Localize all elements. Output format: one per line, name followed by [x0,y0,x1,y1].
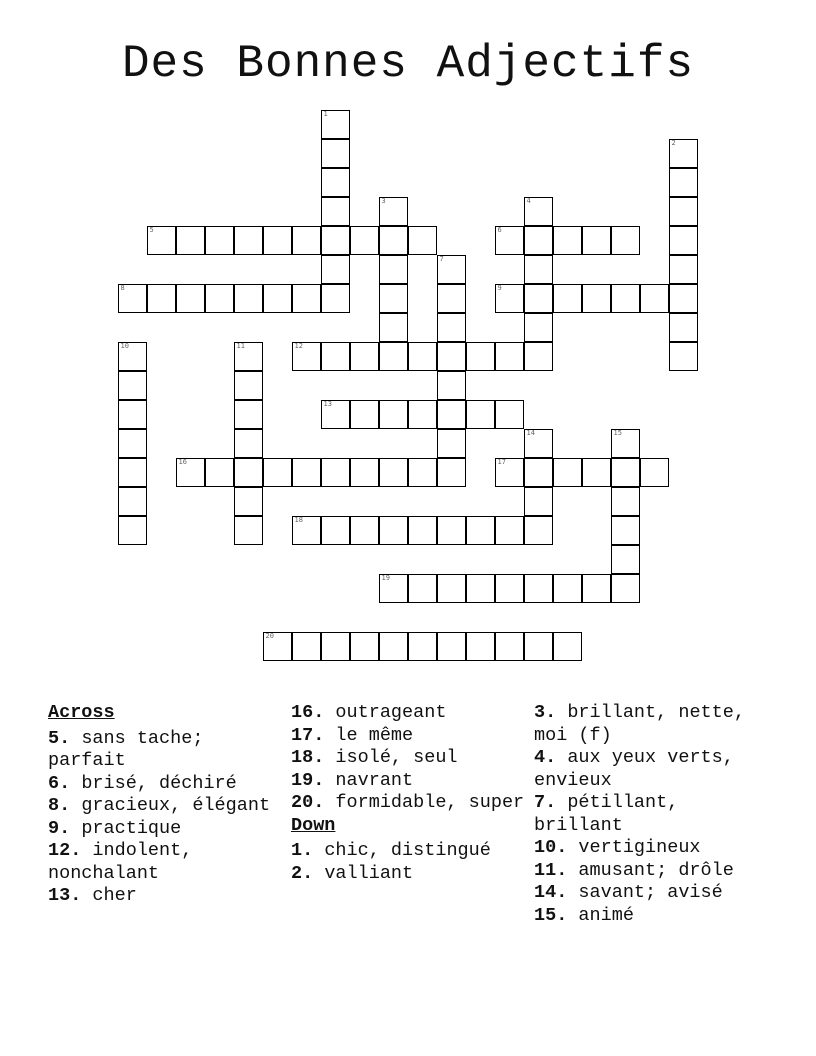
clues-column-3 [534,702,769,927]
grid-cell[interactable] [292,632,321,661]
grid-cell[interactable] [379,632,408,661]
clue-text: practique [70,817,182,839]
across-clue [48,795,283,818]
clue-num: 7. [534,792,557,813]
across-clue [48,818,283,841]
grid-cell[interactable] [118,371,147,400]
grid-cell[interactable] [118,400,147,429]
down-heading: Down [291,814,336,836]
grid-cell[interactable] [466,632,495,661]
clue-number: 11 [236,342,245,350]
grid-cell[interactable] [292,226,321,255]
grid-cell[interactable] [524,574,553,603]
grid-cell[interactable] [437,516,466,545]
down-clue [534,882,769,905]
grid-cell[interactable] [379,226,408,255]
down-clue [291,863,526,886]
grid-cell[interactable] [669,168,698,197]
down-clue [534,905,769,928]
clue-text: outrageant [324,702,447,723]
grid-cell[interactable] [466,342,495,371]
grid-cell[interactable] [437,313,466,342]
clue-text: animé [567,904,634,926]
clue-num: 11. [534,859,568,881]
grid-cell[interactable] [669,255,698,284]
clue-num: 5. [48,727,71,749]
grid-cell[interactable] [466,574,495,603]
grid-cell[interactable] [379,313,408,342]
grid-cell[interactable] [437,400,466,429]
grid-cell[interactable] [611,226,640,255]
grid-cell[interactable] [350,400,379,429]
grid-cell[interactable] [321,342,350,371]
grid-cell[interactable] [640,284,669,313]
grid-cell[interactable] [553,574,582,603]
grid-cell[interactable] [379,197,408,226]
grid-cell[interactable] [611,574,640,603]
grid-cell[interactable] [234,284,263,313]
grid-cell[interactable] [176,226,205,255]
down-clue [291,840,526,863]
clue-number: 5 [149,226,154,234]
grid-cell[interactable] [263,226,292,255]
clue-number: 12 [294,342,303,350]
clue-text: gracieux, élégant [70,795,271,816]
grid-cell[interactable] [350,632,379,661]
clue-num: 1. [291,840,314,861]
down-clue [534,747,769,792]
grid-cell[interactable] [321,632,350,661]
grid-cell[interactable] [321,255,350,284]
grid-cell[interactable] [234,487,263,516]
down-clue [534,702,769,747]
clue-number: 16 [178,458,187,466]
grid-cell[interactable] [495,400,524,429]
grid-cell[interactable] [582,226,611,255]
grid-cell[interactable] [118,284,147,313]
grid-cell[interactable] [466,516,495,545]
clue-num: 6. [48,772,71,794]
clue-text: chic, distingué [313,840,491,861]
clue-number: 4 [526,197,531,205]
clue-number: 3 [381,197,386,205]
grid-cell[interactable] [524,284,553,313]
grid-cell[interactable] [321,516,350,545]
grid-cell[interactable] [176,458,205,487]
grid-cell[interactable] [408,400,437,429]
grid-cell[interactable] [321,139,350,168]
clue-text: le même [324,724,414,746]
across-clue [291,747,526,770]
clue-number: 18 [294,516,303,524]
clue-text: brisé, déchiré [70,772,237,794]
grid-cell[interactable] [524,255,553,284]
grid-cell[interactable] [553,284,582,313]
across-clue [291,725,526,748]
grid-cell[interactable] [350,226,379,255]
grid-cell[interactable] [669,313,698,342]
grid-cell[interactable] [524,342,553,371]
clue-text: isolé, seul [324,747,458,768]
grid-cell[interactable] [495,632,524,661]
clue-text: valliant [313,862,414,884]
grid-cell[interactable] [118,516,147,545]
clue-num: 2. [291,862,314,884]
grid-cell[interactable] [466,400,495,429]
clue-text: savant; avisé [567,882,723,903]
grid-cell[interactable] [205,226,234,255]
grid-cell[interactable] [495,342,524,371]
grid-cell[interactable] [611,487,640,516]
grid-cell[interactable] [524,516,553,545]
grid-cell[interactable] [437,574,466,603]
grid-cell[interactable] [321,226,350,255]
clue-number: 7 [439,255,444,263]
grid-cell[interactable] [495,458,524,487]
clues-column-1 [48,702,283,908]
grid-cell[interactable] [205,458,234,487]
clue-num: 4. [534,747,557,768]
across-clue [48,840,283,885]
clue-num: 18. [291,747,325,768]
clue-text: sans tache; parfait [48,727,204,771]
grid-cell[interactable] [234,516,263,545]
grid-cell[interactable] [234,342,263,371]
grid-cell[interactable] [437,284,466,313]
clues-column-2 [291,702,526,885]
clue-text: aux yeux verts, envieux [534,747,734,791]
clue-text: cher [81,885,137,906]
grid-cell[interactable] [408,342,437,371]
across-clue [291,702,526,725]
clue-number: 8 [120,284,125,292]
grid-cell[interactable] [321,197,350,226]
clue-number: 19 [381,574,390,582]
down-clue [534,837,769,860]
grid-cell[interactable] [553,458,582,487]
grid-cell[interactable] [379,574,408,603]
clue-num: 19. [291,769,325,791]
grid-cell[interactable] [205,284,234,313]
grid-cell[interactable] [292,284,321,313]
clue-number: 9 [497,284,502,292]
grid-cell[interactable] [234,429,263,458]
grid-cell[interactable] [234,458,263,487]
clue-num: 8. [48,795,71,816]
clue-num: 12. [48,840,82,861]
grid-cell[interactable] [611,284,640,313]
clue-text: pétillant, brillant [534,792,679,836]
clue-number: 14 [526,429,535,437]
grid-cell[interactable] [379,400,408,429]
grid-cell[interactable] [263,284,292,313]
clue-number: 6 [497,226,502,234]
clue-num: 14. [534,882,568,903]
grid-cell[interactable] [292,342,321,371]
grid-cell[interactable] [292,516,321,545]
grid-cell[interactable] [176,284,205,313]
grid-cell[interactable] [118,429,147,458]
across-clue [48,728,283,773]
grid-cell[interactable] [118,487,147,516]
clue-num: 10. [534,837,568,858]
grid-cell[interactable] [379,458,408,487]
grid-cell[interactable] [408,458,437,487]
clue-number: 15 [613,429,622,437]
grid-cell[interactable] [147,284,176,313]
down-clue [534,792,769,837]
grid-cell[interactable] [495,284,524,313]
grid-cell[interactable] [669,226,698,255]
grid-cell[interactable] [321,168,350,197]
grid-cell[interactable] [553,632,582,661]
clue-number: 10 [120,342,129,350]
grid-cell[interactable] [582,574,611,603]
grid-cell[interactable] [437,429,466,458]
grid-cell[interactable] [437,632,466,661]
grid-cell[interactable] [379,516,408,545]
grid-cell[interactable] [437,458,466,487]
clue-num: 3. [534,702,557,723]
grid-cell[interactable] [234,400,263,429]
grid-cell[interactable] [524,458,553,487]
clue-num: 15. [534,904,568,926]
grid-cell[interactable] [611,429,640,458]
grid-cell[interactable] [437,371,466,400]
clue-number: 1 [323,110,328,118]
across-heading: Across [48,702,115,723]
grid-cell[interactable] [379,255,408,284]
clue-num: 17. [291,724,325,746]
grid-cell[interactable] [408,632,437,661]
grid-cell[interactable] [524,313,553,342]
grid-cell[interactable] [669,139,698,168]
grid-cell[interactable] [379,342,408,371]
clue-text: amusant; drôle [567,859,734,881]
grid-cell[interactable] [524,226,553,255]
grid-cell[interactable] [350,342,379,371]
clue-number: 2 [671,139,676,147]
clue-num: 13. [48,885,82,906]
grid-cell[interactable] [437,342,466,371]
grid-cell[interactable] [524,429,553,458]
grid-cell[interactable] [495,574,524,603]
clue-num: 16. [291,702,325,723]
clue-number: 13 [323,400,332,408]
grid-cell[interactable] [408,226,437,255]
grid-cell[interactable] [379,284,408,313]
grid-cell[interactable] [669,197,698,226]
grid-cell[interactable] [669,284,698,313]
grid-cell[interactable] [640,458,669,487]
grid-cell[interactable] [321,400,350,429]
grid-cell[interactable] [263,632,292,661]
puzzle-title: Des Bonnes Adjectifs [121,38,695,90]
grid-cell[interactable] [611,458,640,487]
grid-cell[interactable] [582,284,611,313]
grid-cell[interactable] [495,516,524,545]
clue-text: navrant [324,769,414,791]
grid-cell[interactable] [611,545,640,574]
clue-text: vertigineux [567,837,701,858]
grid-cell[interactable] [118,458,147,487]
grid-cell[interactable] [292,458,321,487]
clue-number: 17 [497,458,506,466]
grid-cell[interactable] [350,516,379,545]
across-clue [48,773,283,796]
grid-cell[interactable] [553,226,582,255]
grid-cell[interactable] [350,458,379,487]
grid-cell[interactable] [321,284,350,313]
clue-text: brillant, nette, moi (f) [534,702,745,746]
grid-cell[interactable] [408,516,437,545]
grid-cell[interactable] [234,371,263,400]
across-clue [48,885,283,908]
across-clue [291,770,526,793]
clue-number: 20 [265,632,274,640]
grid-cell[interactable] [408,574,437,603]
grid-cell[interactable] [234,226,263,255]
grid-cell[interactable] [524,487,553,516]
grid-cell[interactable] [321,458,350,487]
grid-cell[interactable] [524,632,553,661]
grid-cell[interactable] [582,458,611,487]
clue-text: indolent, nonchalant [48,840,193,884]
clue-text: formidable, super [324,792,525,813]
grid-cell[interactable] [495,226,524,255]
grid-cell[interactable] [147,226,176,255]
grid-cell[interactable] [669,342,698,371]
grid-cell[interactable] [321,110,350,139]
grid-cell[interactable] [437,255,466,284]
grid-cell[interactable] [263,458,292,487]
across-clue [291,792,526,815]
down-clue [534,860,769,883]
grid-cell[interactable] [611,516,640,545]
grid-cell[interactable] [524,197,553,226]
clue-num: 9. [48,817,71,839]
grid-cell[interactable] [118,342,147,371]
clue-num: 20. [291,792,325,813]
